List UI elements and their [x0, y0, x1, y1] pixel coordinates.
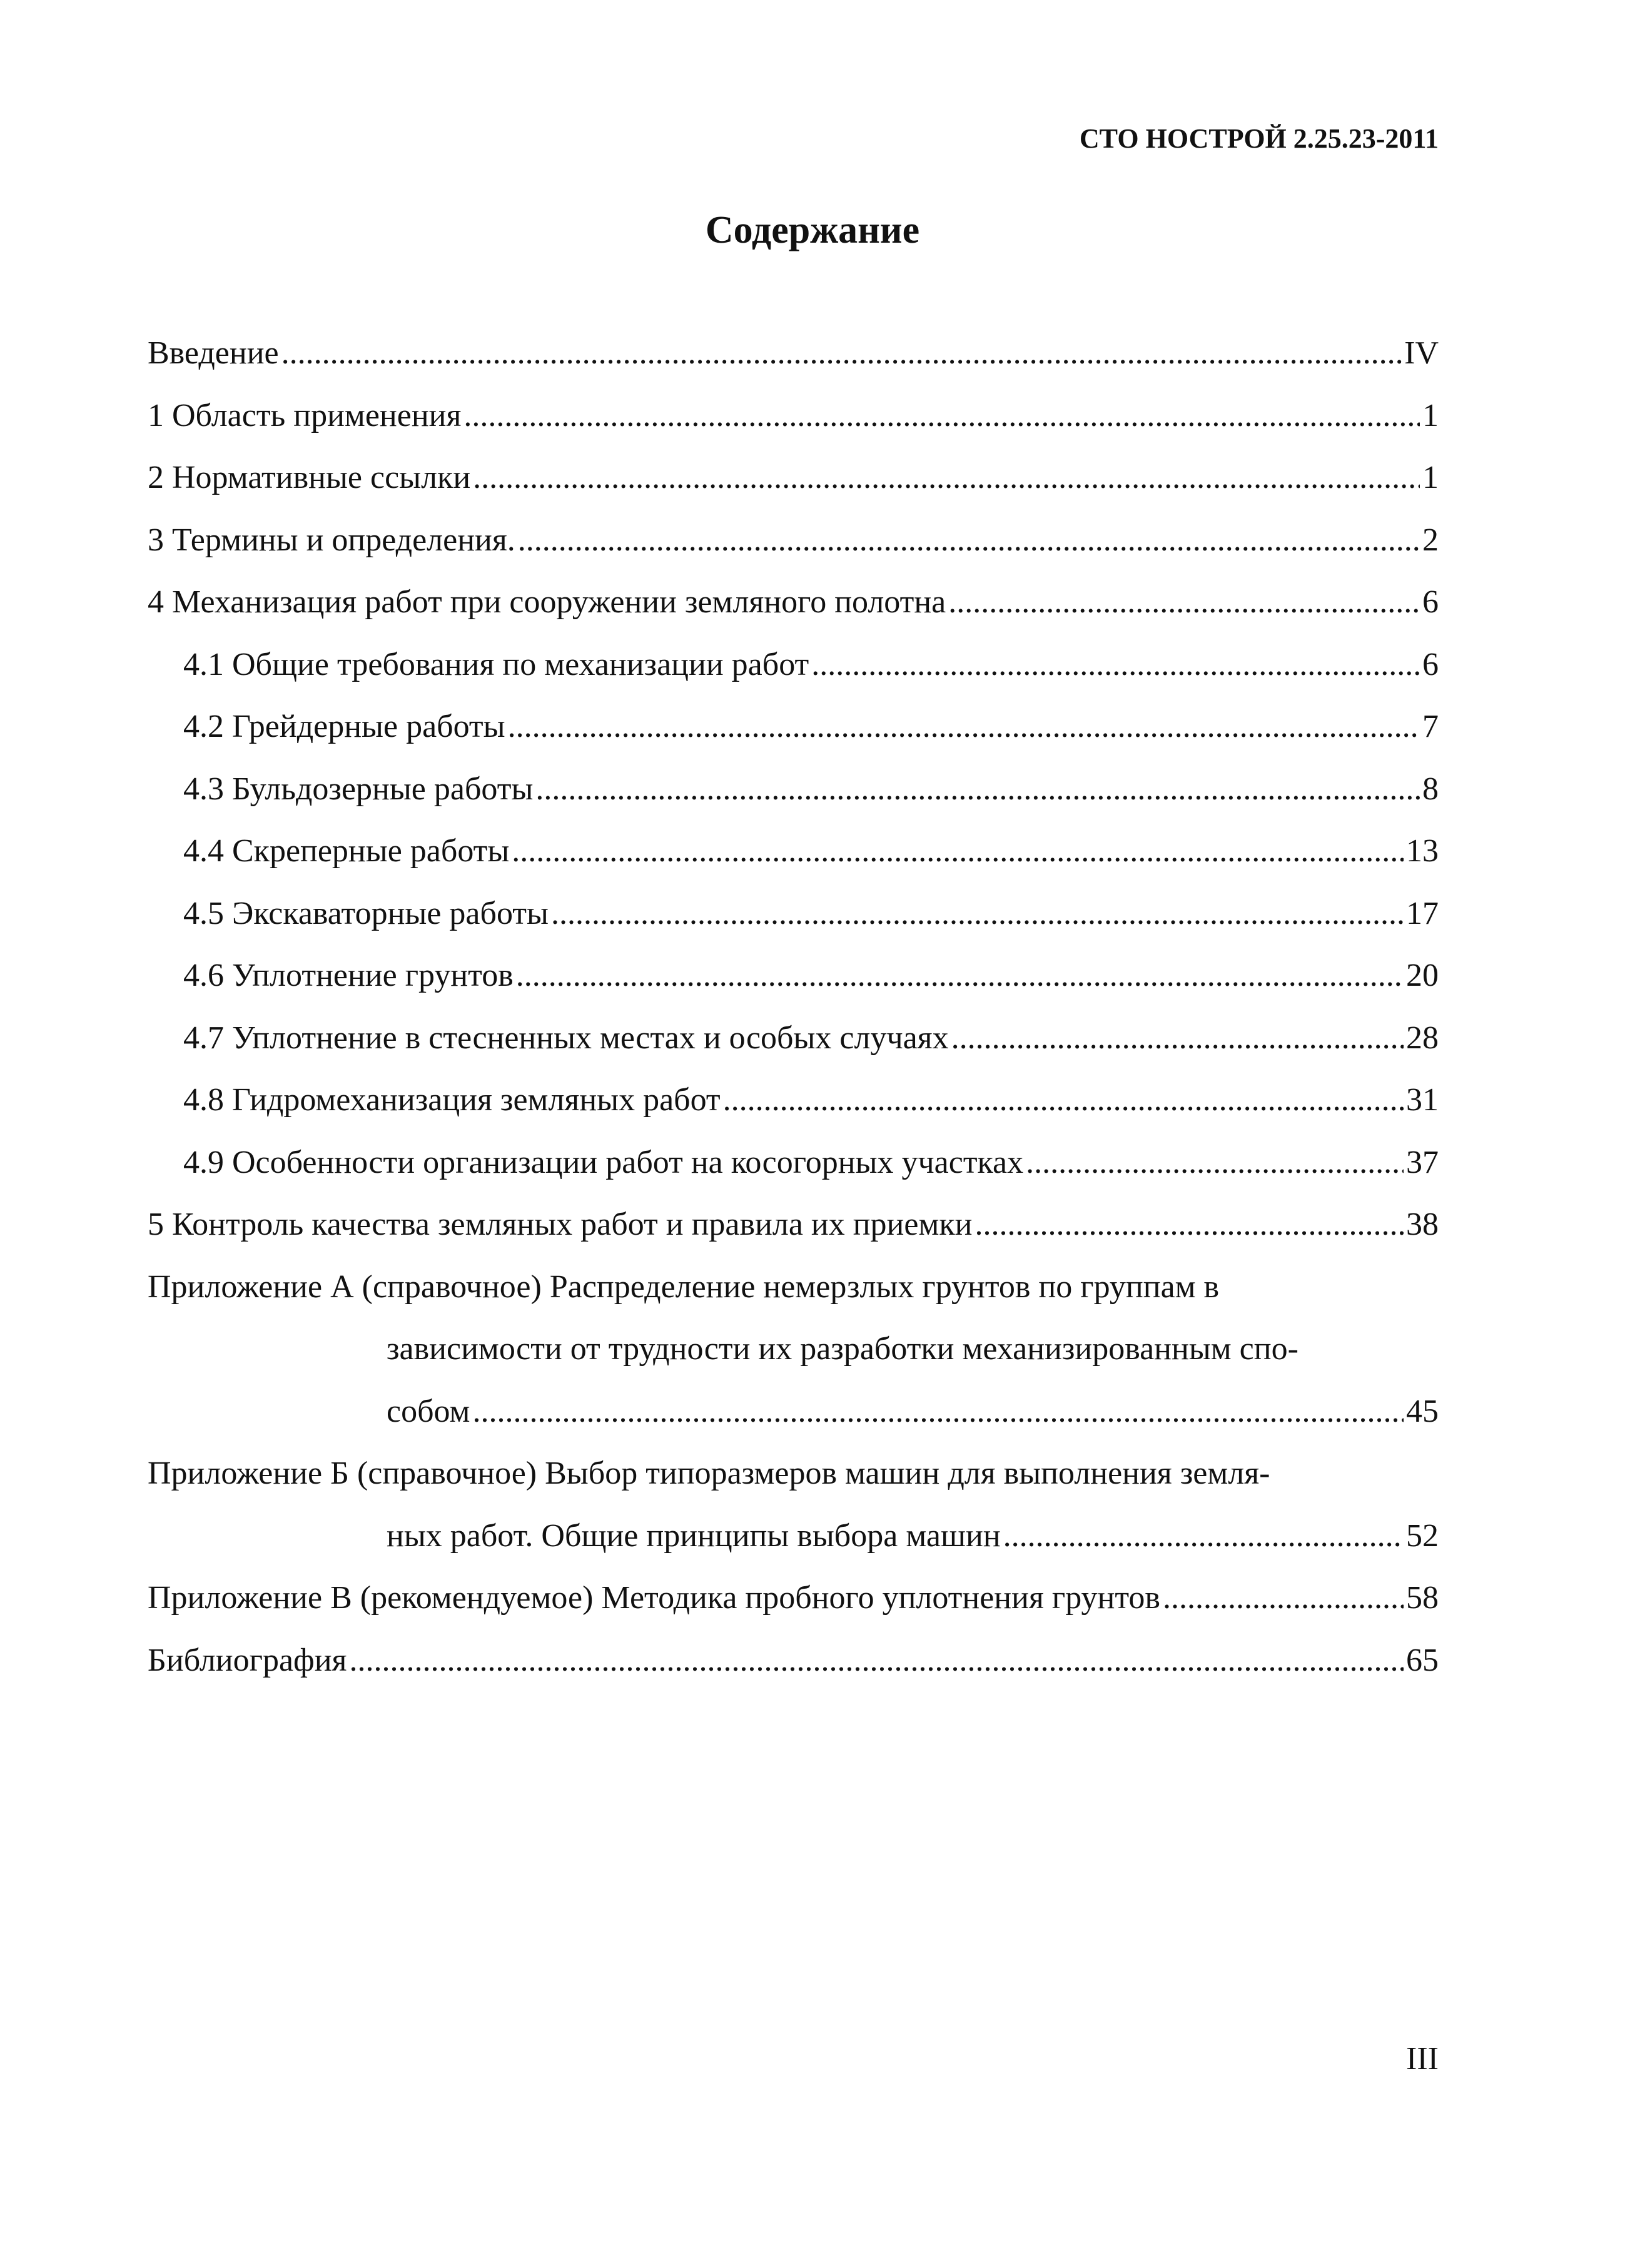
- dot-leader: [811, 634, 1420, 696]
- dot-leader: [1003, 1505, 1404, 1567]
- toc-entry-title: 4.4 Скреперные работы: [183, 833, 510, 869]
- toc-entry-bibliography[interactable]: [148, 1629, 1439, 1692]
- toc-entry-appendix-b[interactable]: [148, 1442, 1439, 1567]
- toc-entry-title: Библиография: [148, 1642, 347, 1678]
- toc-entry-title: 4.9 Особенности организации работ на косогорных участках: [183, 1144, 1024, 1180]
- toc-entry-page: 38: [1406, 1207, 1439, 1242]
- toc-entry-page: 7: [1422, 709, 1439, 744]
- toc-entry-title: 1 Область применения: [148, 397, 462, 433]
- dot-leader: [551, 883, 1404, 945]
- toc-entry-title: Приложение В (рекомендуемое) Методика пробного уплотнения грунтов: [148, 1580, 1160, 1616]
- dot-leader: [472, 1380, 1404, 1443]
- dot-leader: [951, 1007, 1404, 1070]
- toc-entry-section-4-3[interactable]: [148, 758, 1439, 821]
- toc-entry-section-3[interactable]: [148, 509, 1439, 572]
- toc-entry-title-line: Приложение Б (справочное) Выбор типоразмеров машин для выполнения земля-: [148, 1455, 1270, 1491]
- dot-leader: [473, 447, 1420, 509]
- dot-leader: [512, 820, 1404, 883]
- toc-entry-page: 28: [1406, 1020, 1439, 1056]
- dot-leader: [535, 758, 1420, 821]
- toc-entry-page: 17: [1406, 895, 1439, 931]
- dot-leader: [518, 509, 1420, 572]
- toc-entry-title: 4.3 Бульдозерные работы: [183, 771, 534, 807]
- toc-entry-section-4[interactable]: [148, 571, 1439, 634]
- toc-entry-section-4-6[interactable]: [148, 944, 1439, 1007]
- toc-entry-page: 1: [1422, 460, 1439, 495]
- dot-leader: [516, 944, 1404, 1007]
- toc-entry-section-4-8[interactable]: [148, 1069, 1439, 1131]
- dot-leader: [948, 571, 1420, 634]
- toc-entry-appendix-a[interactable]: [148, 1256, 1439, 1443]
- toc-entry-page: IV: [1404, 335, 1439, 371]
- toc-entry-page: 65: [1406, 1642, 1439, 1678]
- toc-entry-page: 45: [1406, 1393, 1439, 1429]
- toc-entry-section-4-5[interactable]: [148, 883, 1439, 945]
- toc-entry-title-line: ных работ. Общие принципы выбора машин: [387, 1517, 1001, 1554]
- toc-entry-title: 2 Нормативные ссылки: [148, 460, 471, 495]
- toc-entry-section-4-9[interactable]: [148, 1131, 1439, 1194]
- toc-entry-section-4-4[interactable]: [148, 820, 1439, 883]
- page-number: III: [1406, 2041, 1439, 2077]
- dot-leader: [281, 322, 1402, 385]
- toc-entry-title-line: Приложение А (справочное) Распределение немерзлых грунтов по группам в: [148, 1268, 1220, 1305]
- dot-leader: [1163, 1567, 1404, 1629]
- toc-entry-page: 6: [1422, 584, 1439, 620]
- toc-entry-title-line: собом: [387, 1393, 470, 1429]
- toc-entry-title: 4.5 Экскаваторные работы: [183, 895, 549, 931]
- page-title: Содержание: [705, 209, 920, 251]
- toc-entry-title: 4.1 Общие требования по механизации работ: [183, 646, 809, 682]
- toc-entry-title: 4.6 Уплотнение грунтов: [183, 958, 514, 993]
- toc-entry-title: 4.7 Уплотнение в стесненных местах и особых случаях: [183, 1020, 949, 1056]
- toc-entry-section-1[interactable]: [148, 385, 1439, 447]
- dot-leader: [974, 1193, 1404, 1256]
- toc-entry-page: 20: [1406, 958, 1439, 993]
- toc-entry-section-2[interactable]: [148, 447, 1439, 509]
- dot-leader: [349, 1629, 1404, 1692]
- document-code: СТО НОСТРОЙ 2.25.23-2011: [1079, 123, 1439, 154]
- toc-entry-page: 58: [1406, 1580, 1439, 1616]
- toc-entry-section-5[interactable]: [148, 1193, 1439, 1256]
- toc-entry-title: 4 Механизация работ при сооружении земляного полотна: [148, 584, 946, 620]
- dot-leader: [508, 696, 1420, 758]
- toc-entry-page: 2: [1422, 522, 1439, 558]
- toc-entry-page: 31: [1406, 1082, 1439, 1118]
- toc-entry-appendix-v[interactable]: [148, 1567, 1439, 1629]
- toc-entry-page: 8: [1422, 771, 1439, 807]
- toc-entry-section-4-7[interactable]: [148, 1007, 1439, 1070]
- toc-entry-page: 52: [1406, 1517, 1439, 1554]
- toc-entry-title: 4.2 Грейдерные работы: [183, 709, 505, 744]
- toc-entry-page: 6: [1422, 646, 1439, 682]
- toc-entry-page: 1: [1422, 397, 1439, 433]
- toc-entry-page: 13: [1406, 833, 1439, 869]
- dot-leader: [463, 385, 1420, 447]
- toc-entry-introduction[interactable]: [148, 322, 1439, 385]
- toc-entry-title: 5 Контроль качества земляных работ и правила их приемки: [148, 1207, 973, 1242]
- toc-entry-title: 4.8 Гидромеханизация земляных работ: [183, 1082, 721, 1118]
- toc-entry-title-line: зависимости от трудности их разработки механизированным спо-: [387, 1331, 1298, 1367]
- table-of-contents: [148, 322, 1439, 1691]
- toc-entry-title: 3 Термины и определения.: [148, 522, 515, 558]
- toc-entry-title: Введение: [148, 335, 279, 371]
- toc-entry-section-4-2[interactable]: [148, 696, 1439, 758]
- toc-entry-section-4-1[interactable]: [148, 634, 1439, 696]
- dot-leader: [723, 1069, 1404, 1131]
- dot-leader: [1026, 1131, 1404, 1194]
- toc-entry-page: 37: [1406, 1144, 1439, 1180]
